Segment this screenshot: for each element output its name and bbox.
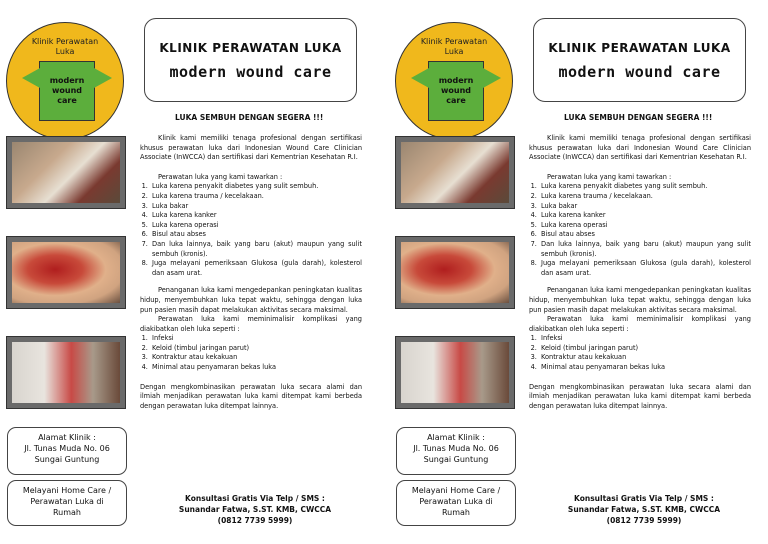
closing-paragraph: Dengan mengkombinasikan perawatan luka secara alami dan ilmiah menjadikan perawatan luka kami ditempat kami berbeda dengan perawatan luka ditempat lainnya.: [529, 382, 751, 410]
services-list: [140, 182, 362, 278]
address-box: Alamat Klinik : Jl. Tunas Muda No. 06 Sungai Guntung: [396, 427, 516, 475]
list-item: 2. Keloid (timbul jaringan parut): [539, 344, 751, 354]
logo-top-text: Klinik Perawatan Luka: [420, 37, 488, 56]
body-text: [529, 134, 751, 411]
contact-line-1: Konsultasi Gratis Via Telp / SMS :: [574, 494, 714, 503]
slogan: LUKA SEMBUH DENGAN SEGERA !!!: [564, 113, 713, 122]
complications-intro: Perawatan luka kami meminimalisir komplikasi yang diakibatkan oleh luka seperti :: [529, 315, 751, 333]
photo-wound: [6, 236, 126, 309]
logo-inner-text: modern wound care: [438, 76, 474, 105]
title-box: [144, 18, 357, 102]
list-item: 5. Luka karena operasi: [150, 221, 362, 231]
complications-list: [140, 334, 362, 372]
contact-block: [533, 493, 755, 526]
list-item: 4. Luka karena kanker: [539, 211, 751, 221]
photo-wound-care-1: [395, 136, 515, 209]
clinic-logo: [6, 22, 124, 140]
services-heading: Perawatan luka yang kami tawarkan :: [547, 172, 672, 181]
list-item: 8. Juga melayani pemeriksaan Glukosa (gula darah), kolesterol dan asam urat.: [150, 259, 362, 278]
list-item: 4. Minimal atau penyamaran bekas luka: [539, 363, 751, 373]
list-item: 3. Luka bakar: [150, 202, 362, 212]
list-item: 8. Juga melayani pemeriksaan Glukosa (gula darah), kolesterol dan asam urat.: [539, 259, 751, 278]
photo-wound-care-2: [395, 336, 515, 409]
list-item: 1. Infeksi: [150, 334, 362, 344]
quality-paragraph: Penanganan luka kami mengedepankan peningkatan kualitas hidup, menyembuhkan luka tepat waktu, sehingga dengan luka pun pasien masih dapat melakukan aktivitas secara maksimal.: [140, 286, 362, 314]
services-heading: Perawatan luka yang kami tawarkan :: [158, 172, 283, 181]
list-item: 1. Luka karena penyakit diabetes yang sulit sembuh.: [150, 182, 362, 192]
list-item: 1. Infeksi: [539, 334, 751, 344]
list-item: 2. Luka karena trauma / kecelakaan.: [150, 192, 362, 202]
contact-name: Sunandar Fatwa, S.ST. KMB, CWCCA: [567, 505, 721, 514]
photo-wound-care-1: [6, 136, 126, 209]
photo-wound-care-2: [6, 336, 126, 409]
contact-name: Sunandar Fatwa, S.ST. KMB, CWCCA: [178, 505, 332, 514]
list-item: 7. Dan luka lainnya, baik yang baru (akut) maupun yang sulit sembuh (kronis).: [539, 240, 751, 259]
list-item: 3. Kontraktur atau kekakuan: [539, 353, 751, 363]
home-care-box: Melayani Home Care / Perawatan Luka di Rumah: [396, 480, 516, 526]
list-item: 4. Luka karena kanker: [150, 211, 362, 221]
home-care-box: Melayani Home Care / Perawatan Luka di Rumah: [7, 480, 127, 526]
list-item: 2. Luka karena trauma / kecelakaan.: [539, 192, 751, 202]
logo-inner-text: modern wound care: [49, 76, 85, 105]
list-item: 6. Bisul atau abses: [150, 230, 362, 240]
logo-banner: [39, 61, 95, 121]
closing-paragraph: Dengan mengkombinasikan perawatan luka secara alami dan ilmiah menjadikan perawatan luka kami ditempat kami berbeda dengan perawatan luka ditempat lainnya.: [140, 382, 362, 410]
complications-list: [529, 334, 751, 372]
address-box: Alamat Klinik : Jl. Tunas Muda No. 06 Sungai Guntung: [7, 427, 127, 475]
intro-paragraph: Klinik kami memiliki tenaga profesional dengan sertifikasi khusus perawatan luka dari Indonesian Wound Care Clinician Associate (InWCCA) dan sertifikasi dari Kementrian Kesehatan R.I.: [140, 134, 362, 162]
contact-phone: (0812 7739 5999): [217, 516, 293, 525]
list-item: 2. Keloid (timbul jaringan parut): [150, 344, 362, 354]
list-item: 1. Luka karena penyakit diabetes yang sulit sembuh.: [539, 182, 751, 192]
complications-intro: Perawatan luka kami meminimalisir komplikasi yang diakibatkan oleh luka seperti :: [140, 315, 362, 333]
list-item: 3. Kontraktur atau kekakuan: [150, 353, 362, 363]
title-box: [533, 18, 746, 102]
clinic-subtitle: modern wound care: [558, 63, 721, 81]
contact-phone: (0812 7739 5999): [606, 516, 682, 525]
clinic-title: KLINIK PERAWATAN LUKA: [159, 41, 342, 55]
quality-paragraph: Penanganan luka kami mengedepankan peningkatan kualitas hidup, menyembuhkan luka tepat waktu, sehingga dengan luka pun pasien masih dapat melakukan aktivitas secara maksimal.: [529, 286, 751, 314]
body-text: [140, 134, 362, 411]
photo-wound: [395, 236, 515, 309]
contact-block: [144, 493, 366, 526]
list-item: 4. Minimal atau penyamaran bekas luka: [150, 363, 362, 373]
logo-banner: [428, 61, 484, 121]
brochure-panel-right: [389, 0, 768, 544]
contact-line-1: Konsultasi Gratis Via Telp / SMS :: [185, 494, 325, 503]
clinic-subtitle: modern wound care: [169, 63, 332, 81]
logo-top-text: Klinik Perawatan Luka: [31, 37, 99, 56]
services-list: [529, 182, 751, 278]
slogan: LUKA SEMBUH DENGAN SEGERA !!!: [175, 113, 324, 122]
clinic-logo: [395, 22, 513, 140]
intro-paragraph: Klinik kami memiliki tenaga profesional dengan sertifikasi khusus perawatan luka dari Indonesian Wound Care Clinician Associate (InWCCA) dan sertifikasi dari Kementrian Kesehatan R.I.: [529, 134, 751, 162]
list-item: 3. Luka bakar: [539, 202, 751, 212]
list-item: 5. Luka karena operasi: [539, 221, 751, 231]
list-item: 7. Dan luka lainnya, baik yang baru (akut) maupun yang sulit sembuh (kronis).: [150, 240, 362, 259]
list-item: 6. Bisul atau abses: [539, 230, 751, 240]
clinic-title: KLINIK PERAWATAN LUKA: [548, 41, 731, 55]
